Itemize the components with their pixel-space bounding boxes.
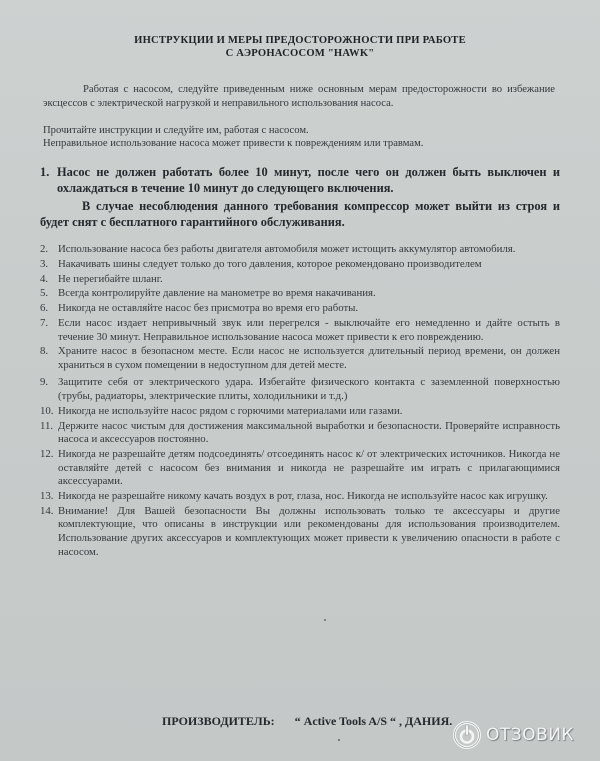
list-item: 7. Если насос издает непривычный звук или перегрелся - выключайте его немедленно и дайте остыть в течение 30 минут. Неправильное использование насоса может привести к его повреждению. bbox=[40, 316, 560, 343]
list-item: 2. Использование насоса без работы двигателя автомобиля может истощить аккумулятор автомобиля. bbox=[40, 243, 516, 255]
otzovik-logo-icon bbox=[452, 720, 482, 750]
list-item: 6. Никогда не оставляйте насос без присмотра во время его работы. bbox=[40, 302, 359, 315]
list-item: 8. Храните насос в безопасном месте. Если насос не используется длительный период времени, он должен храниться в сухом помещении в недоступном для детей месте. bbox=[40, 345, 560, 371]
intro-paragraph: Работая с насосом, следуйте приведенным ниже основным мерам предосторожности во избежание эксцессов с электрической нагрузкой и неправильного использования насоса. bbox=[43, 84, 555, 109]
paper-speck bbox=[324, 619, 326, 621]
list-item: 3. Накачивать шины следует только до того давления, которое рекомендовано производителем bbox=[40, 257, 482, 270]
manufacturer-label: ПРОИЗВОДИТЕЛЬ: bbox=[162, 714, 275, 728]
read-instructions-text: Прочитайте инструкции и следуйте им, работая с насосом. bbox=[43, 125, 309, 136]
warranty-note-text: В случае несоблюдения данного требования компрессор может выйти из строя и будет снят с бесплатного гарантийного обслуживания. bbox=[40, 199, 560, 229]
rule-1 bbox=[40, 164, 560, 196]
safety-rules-list bbox=[40, 243, 560, 560]
document-title-line-1: ИНСТРУКЦИИ И МЕРЫ ПРЕДОСТОРОЖНОСТИ ПРИ РАБОТЕ bbox=[134, 35, 466, 46]
list-item: 5. Всегда контролируйте давление на манометре во время накачивания. bbox=[40, 287, 376, 300]
warranty-note bbox=[40, 198, 560, 230]
list-item: 4. Не перегибайте шланг. bbox=[40, 272, 163, 285]
watermark-text: ОТЗОВИК bbox=[486, 725, 574, 745]
misuse-warning-text: Неправильное использование насоса может привести к повреждениям или травмам. bbox=[43, 138, 424, 149]
paper-speck bbox=[338, 739, 340, 741]
list-item: 11. Держите насос чистым для достижения максимальной выработки и безопасности. Проверяйте исправность насоса и аксессуаров постоянно. bbox=[40, 419, 560, 446]
otzovik-watermark bbox=[452, 720, 574, 750]
manufacturer-footer bbox=[162, 714, 452, 729]
rule-1-text: Насос не должен работать более 10 минут, после чего он должен быть выключен и охлаждаться в течение 10 минут до следующего включения. bbox=[57, 165, 560, 195]
list-item: 14. Внимание! Для Вашей безопасности Вы должны использовать только те аксессуары и другие комплектующие, что описаны в инструкции или рекомендованы для использования производителем. Использование других аксессуаров и комплектующих может привести к увеличению опасности в работе с насосом. bbox=[40, 504, 560, 558]
list-item: 13. Никогда не разрешайте никому качать воздух в рот, глаза, нос. Никогда не используйте насос как игрушку. bbox=[40, 489, 548, 502]
list-item: 12. Никогда не разрешайте детям подсоединять/ отсоединять насос к/ от электрических источников. Никогда не оставляйте детей с насосом без внимания и никогда не разрешайте им играть с прилагающимися аксессуарами. bbox=[40, 448, 560, 488]
list-item: 10. Никогда не используйте насос рядом с горючими материалами или газами. bbox=[40, 404, 403, 417]
rule-1-number: 1. bbox=[40, 165, 50, 179]
list-item: 9. Защитите себя от электрического удара. Избегайте физического контакта с заземленной поверхностью (трубы, радиаторы, электрические плиты, холодильники и т.д.) bbox=[40, 376, 560, 403]
manufacturer-name: “ Active Tools A/S “ , ДАНИЯ. bbox=[294, 714, 453, 728]
document-title-line-2: С АЭРОНАСОСОМ "HAWK" bbox=[225, 48, 375, 59]
